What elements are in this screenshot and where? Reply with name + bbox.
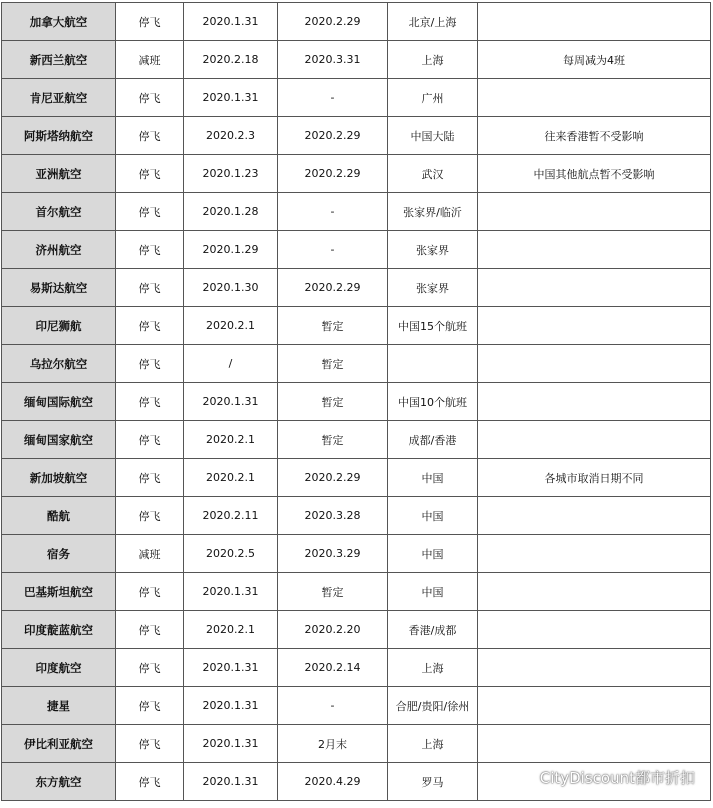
airline-cell: 新西兰航空 xyxy=(2,41,116,79)
end-date-cell: 2020.2.14 xyxy=(278,649,388,687)
status-cell: 停飞 xyxy=(116,345,184,383)
route-cell: 上海 xyxy=(388,41,478,79)
note-cell xyxy=(478,269,711,307)
route-cell: 张家界 xyxy=(388,269,478,307)
airline-cell: 首尔航空 xyxy=(2,193,116,231)
status-cell: 停飞 xyxy=(116,79,184,117)
airline-cell: 印度航空 xyxy=(2,649,116,687)
route-cell: 中国 xyxy=(388,497,478,535)
airline-cell: 缅甸国际航空 xyxy=(2,383,116,421)
note-cell xyxy=(478,383,711,421)
end-date-cell: 暂定 xyxy=(278,307,388,345)
start-date-cell: 2020.1.31 xyxy=(184,763,278,801)
note-cell xyxy=(478,573,711,611)
start-date-cell: 2020.2.1 xyxy=(184,459,278,497)
airline-cell: 缅甸国家航空 xyxy=(2,421,116,459)
table-row xyxy=(2,79,711,117)
airline-cell: 印尼狮航 xyxy=(2,307,116,345)
end-date-cell: 2020.3.28 xyxy=(278,497,388,535)
route-cell: 张家界 xyxy=(388,231,478,269)
end-date-cell: 2020.3.29 xyxy=(278,535,388,573)
airline-cell: 阿斯塔纳航空 xyxy=(2,117,116,155)
table-row xyxy=(2,41,711,79)
start-date-cell: 2020.2.11 xyxy=(184,497,278,535)
table-body xyxy=(2,3,711,801)
end-date-cell: 2020.2.29 xyxy=(278,459,388,497)
airline-cell: 印度靛蓝航空 xyxy=(2,611,116,649)
status-cell: 停飞 xyxy=(116,383,184,421)
note-cell xyxy=(478,3,711,41)
status-cell: 停飞 xyxy=(116,155,184,193)
airline-cell: 新加坡航空 xyxy=(2,459,116,497)
table-row xyxy=(2,421,711,459)
status-cell: 停飞 xyxy=(116,3,184,41)
airline-cell: 加拿大航空 xyxy=(2,3,116,41)
end-date-cell: - xyxy=(278,193,388,231)
route-cell: 上海 xyxy=(388,725,478,763)
end-date-cell: 暂定 xyxy=(278,345,388,383)
route-cell: 中国 xyxy=(388,535,478,573)
start-date-cell: 2020.2.1 xyxy=(184,307,278,345)
start-date-cell: 2020.1.31 xyxy=(184,79,278,117)
table-row xyxy=(2,345,711,383)
status-cell: 减班 xyxy=(116,535,184,573)
note-cell xyxy=(478,231,711,269)
note-cell xyxy=(478,307,711,345)
route-cell: 张家界/临沂 xyxy=(388,193,478,231)
start-date-cell: 2020.1.28 xyxy=(184,193,278,231)
end-date-cell: 2020.2.20 xyxy=(278,611,388,649)
note-cell xyxy=(478,687,711,725)
airline-cell: 酷航 xyxy=(2,497,116,535)
end-date-cell: 2月末 xyxy=(278,725,388,763)
end-date-cell: 2020.2.29 xyxy=(278,155,388,193)
table-row xyxy=(2,269,711,307)
start-date-cell: 2020.1.31 xyxy=(184,3,278,41)
route-cell: 上海 xyxy=(388,649,478,687)
start-date-cell: 2020.1.31 xyxy=(184,687,278,725)
end-date-cell: 暂定 xyxy=(278,383,388,421)
route-cell: 香港/成都 xyxy=(388,611,478,649)
route-cell: 北京/上海 xyxy=(388,3,478,41)
status-cell: 停飞 xyxy=(116,231,184,269)
airline-cell: 伊比利亚航空 xyxy=(2,725,116,763)
end-date-cell: 2020.2.29 xyxy=(278,117,388,155)
status-cell: 停飞 xyxy=(116,573,184,611)
table-row xyxy=(2,193,711,231)
note-cell: 每周减为4班 xyxy=(478,41,711,79)
start-date-cell: 2020.1.31 xyxy=(184,649,278,687)
route-cell: 武汉 xyxy=(388,155,478,193)
airline-cell: 乌拉尔航空 xyxy=(2,345,116,383)
table-row xyxy=(2,497,711,535)
status-cell: 停飞 xyxy=(116,763,184,801)
table-row xyxy=(2,611,711,649)
status-cell: 停飞 xyxy=(116,193,184,231)
end-date-cell: 2020.2.29 xyxy=(278,3,388,41)
table-row xyxy=(2,383,711,421)
note-cell: 往来香港暂不受影响 xyxy=(478,117,711,155)
note-cell: 中国其他航点暂不受影响 xyxy=(478,155,711,193)
status-cell: 停飞 xyxy=(116,725,184,763)
status-cell: 停飞 xyxy=(116,269,184,307)
status-cell: 停飞 xyxy=(116,117,184,155)
end-date-cell: - xyxy=(278,687,388,725)
route-cell: 合肥/贵阳/徐州 xyxy=(388,687,478,725)
table-row xyxy=(2,3,711,41)
end-date-cell: 暂定 xyxy=(278,421,388,459)
table-row xyxy=(2,573,711,611)
table-row xyxy=(2,231,711,269)
flight-suspension-table xyxy=(1,2,711,801)
table-row xyxy=(2,307,711,345)
route-cell: 中国大陆 xyxy=(388,117,478,155)
start-date-cell: 2020.1.31 xyxy=(184,725,278,763)
airline-cell: 巴基斯坦航空 xyxy=(2,573,116,611)
note-cell xyxy=(478,421,711,459)
table-row xyxy=(2,535,711,573)
watermark xyxy=(514,767,695,788)
status-cell: 停飞 xyxy=(116,307,184,345)
table-row xyxy=(2,725,711,763)
airline-cell: 捷星 xyxy=(2,687,116,725)
route-cell: 罗马 xyxy=(388,763,478,801)
end-date-cell: 2020.2.29 xyxy=(278,269,388,307)
status-cell: 停飞 xyxy=(116,611,184,649)
status-cell: 减班 xyxy=(116,41,184,79)
end-date-cell: 2020.3.31 xyxy=(278,41,388,79)
start-date-cell: 2020.2.1 xyxy=(184,421,278,459)
start-date-cell: 2020.1.31 xyxy=(184,573,278,611)
table-row xyxy=(2,117,711,155)
start-date-cell: 2020.1.23 xyxy=(184,155,278,193)
airline-cell: 亚洲航空 xyxy=(2,155,116,193)
start-date-cell: 2020.2.3 xyxy=(184,117,278,155)
note-cell xyxy=(478,535,711,573)
airline-cell: 东方航空 xyxy=(2,763,116,801)
start-date-cell: 2020.1.31 xyxy=(184,383,278,421)
airline-cell: 肯尼亚航空 xyxy=(2,79,116,117)
start-date-cell: 2020.1.29 xyxy=(184,231,278,269)
note-cell xyxy=(478,79,711,117)
start-date-cell: 2020.2.5 xyxy=(184,535,278,573)
note-cell: 各城市取消日期不同 xyxy=(478,459,711,497)
end-date-cell: 2020.4.29 xyxy=(278,763,388,801)
route-cell: 广州 xyxy=(388,79,478,117)
route-cell: 中国 xyxy=(388,573,478,611)
note-cell xyxy=(478,345,711,383)
wechat-icon xyxy=(514,768,534,788)
start-date-cell: 2020.2.18 xyxy=(184,41,278,79)
start-date-cell: / xyxy=(184,345,278,383)
note-cell xyxy=(478,497,711,535)
table-row xyxy=(2,155,711,193)
table-row xyxy=(2,459,711,497)
note-cell xyxy=(478,611,711,649)
airline-cell: 宿务 xyxy=(2,535,116,573)
status-cell: 停飞 xyxy=(116,421,184,459)
airline-cell: 济州航空 xyxy=(2,231,116,269)
status-cell: 停飞 xyxy=(116,649,184,687)
table-row xyxy=(2,649,711,687)
end-date-cell: 暂定 xyxy=(278,573,388,611)
route-cell: 中国15个航班 xyxy=(388,307,478,345)
note-cell xyxy=(478,193,711,231)
route-cell: 中国10个航班 xyxy=(388,383,478,421)
note-cell xyxy=(478,725,711,763)
status-cell: 停飞 xyxy=(116,497,184,535)
start-date-cell: 2020.2.1 xyxy=(184,611,278,649)
end-date-cell: - xyxy=(278,79,388,117)
status-cell: 停飞 xyxy=(116,459,184,497)
start-date-cell: 2020.1.30 xyxy=(184,269,278,307)
note-cell xyxy=(478,649,711,687)
route-cell: 中国 xyxy=(388,459,478,497)
table-row xyxy=(2,687,711,725)
status-cell: 停飞 xyxy=(116,687,184,725)
airline-cell: 易斯达航空 xyxy=(2,269,116,307)
watermark-text: CityDiscount都市折扣 xyxy=(539,769,695,787)
route-cell xyxy=(388,345,478,383)
end-date-cell: - xyxy=(278,231,388,269)
route-cell: 成都/香港 xyxy=(388,421,478,459)
